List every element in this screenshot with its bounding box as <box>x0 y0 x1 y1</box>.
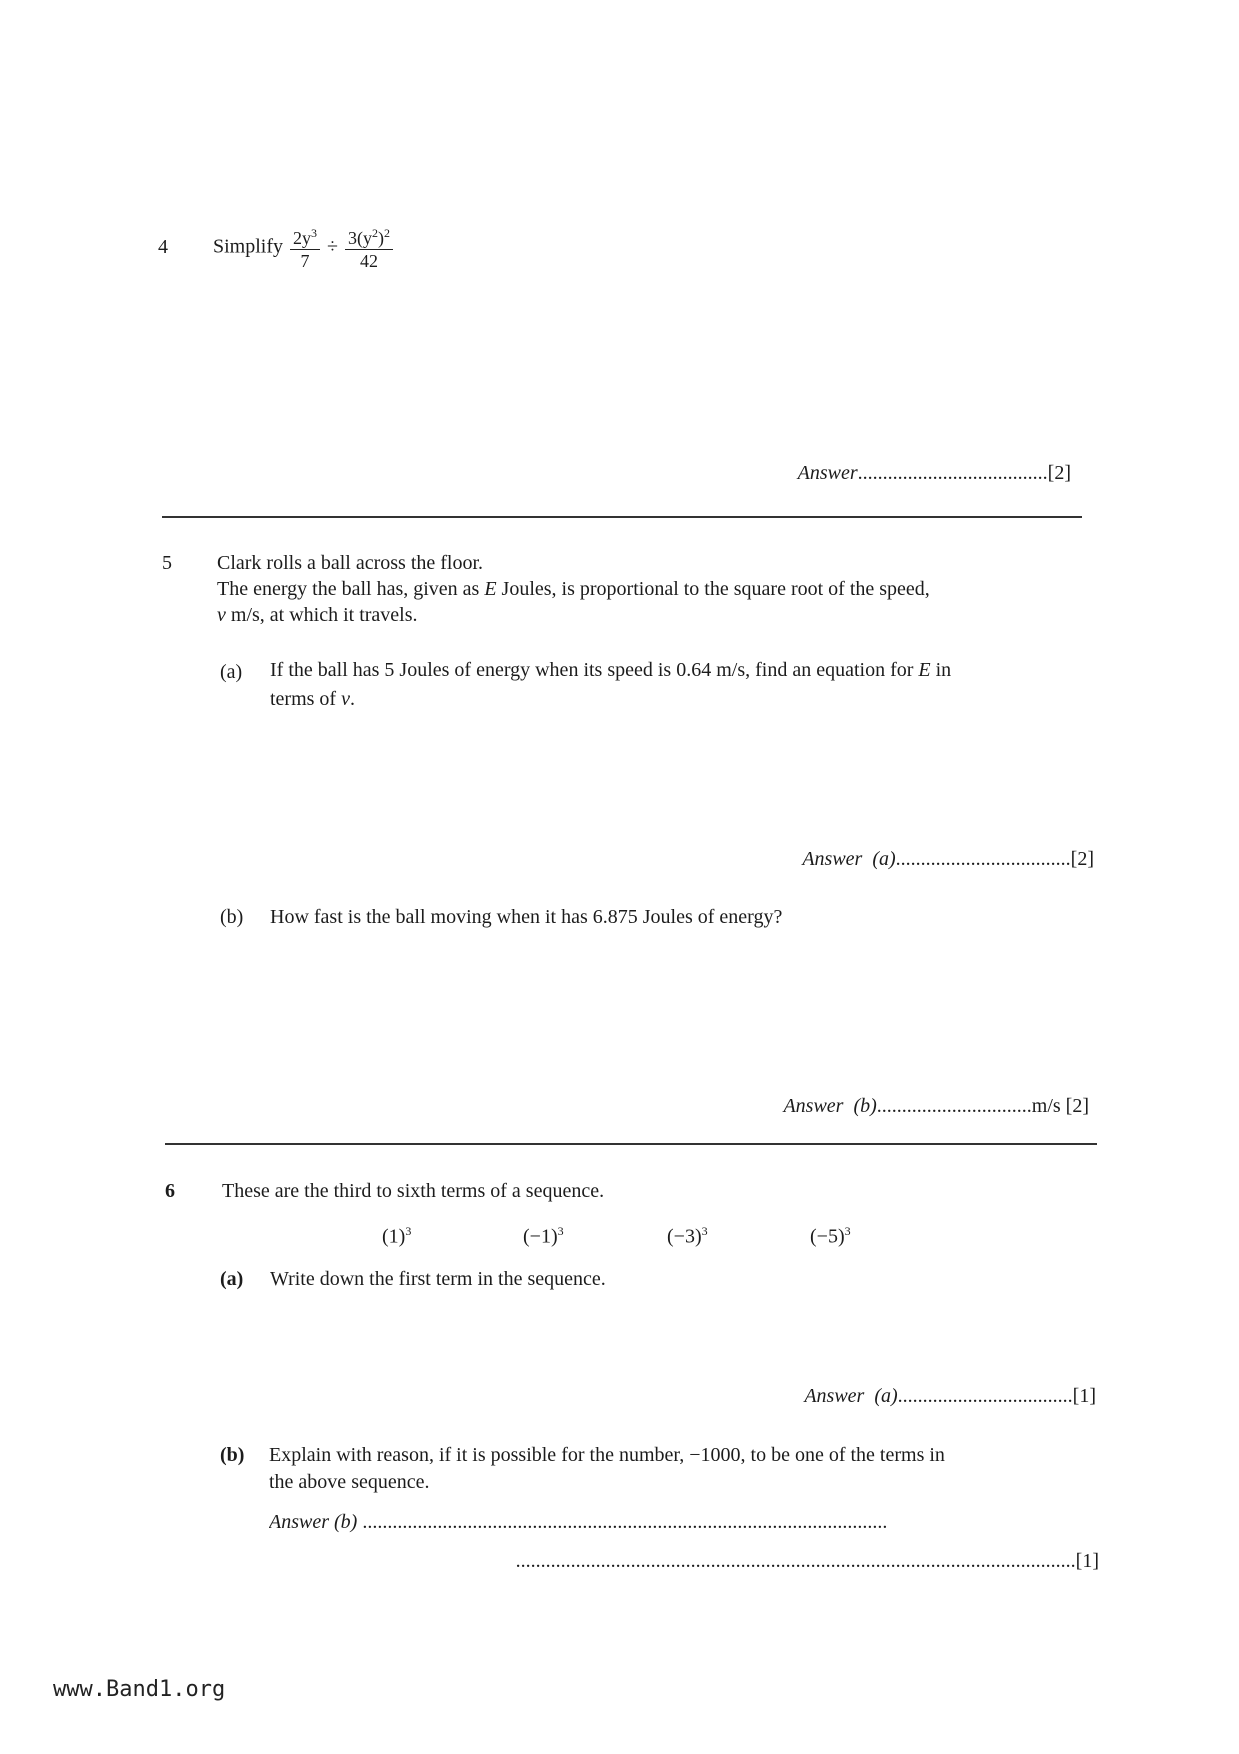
sequence-term-5: $(-3)^3$ <box>667 1224 708 1248</box>
simplify-label: Simplify <box>213 235 284 258</box>
question-6b-label: (b) <box>220 1444 245 1466</box>
footer-website: www.Band1.org <box>53 1677 226 1702</box>
question-6a-text: Write down the first term in the sequence. <box>270 1268 606 1290</box>
question-6a-label: (a) <box>220 1268 244 1290</box>
question-5a-line-2: terms of v. <box>270 688 355 710</box>
question-4-prompt <box>213 222 395 272</box>
sequence-term-3: $(1)^3$ <box>382 1224 412 1248</box>
question-6-number: 6 <box>165 1180 175 1202</box>
question-6b-line-1: Explain with reason, if it is possible for the number, −1000, to be one of the terms in <box>269 1444 945 1466</box>
fraction-2: $\frac{3(y^2)^2}{42}$ <box>345 222 393 272</box>
question-5b-text: How fast is the ball moving when it has 6.875 Joules of energy? <box>270 906 783 928</box>
question-6b-answer-line-2[interactable]: ................................................................................................................[1] <box>515 1550 1099 1572</box>
question-6b-line-2: the above sequence. <box>269 1471 430 1493</box>
question-6b-answer-line-1[interactable]: Answer (b) ......................................................................................................... <box>269 1511 888 1533</box>
question-5a-label: (a) <box>220 661 243 683</box>
question-4-number: 4 <box>158 236 168 258</box>
question-5-intro-line-3: v m/s, at which it travels. <box>217 604 418 626</box>
divider-1 <box>162 516 1082 518</box>
question-5a-answer-line[interactable]: Answer (a)...................................[2] <box>802 848 1094 870</box>
question-4-answer-line[interactable]: Answer......................................[2] <box>797 462 1071 484</box>
question-5-number: 5 <box>162 552 172 574</box>
question-6a-answer-line[interactable]: Answer (a)...................................[1] <box>804 1385 1096 1407</box>
question-5b-answer-line[interactable]: Answer (b)...............................m/s [2] <box>783 1095 1089 1117</box>
divider-2 <box>165 1143 1097 1145</box>
question-6-intro: These are the third to sixth terms of a sequence. <box>222 1180 605 1202</box>
question-5a-line-1: If the ball has 5 Joules of energy when its speed is 0.64 m/s, find an equation for E in <box>270 659 952 681</box>
divide-symbol: ÷ <box>327 235 338 258</box>
question-5-intro-line-2: The energy the ball has, given as E Joules, is proportional to the square root of the speed, <box>217 578 930 600</box>
sequence-term-6: $(-5)^3$ <box>810 1224 851 1248</box>
sequence-term-4: $(-1)^3$ <box>523 1224 564 1248</box>
question-5-intro-line-1: Clark rolls a ball across the floor. <box>217 552 484 574</box>
question-5b-label: (b) <box>220 906 244 928</box>
fraction-1: $\frac{2y^3}{7}$ <box>290 222 320 272</box>
